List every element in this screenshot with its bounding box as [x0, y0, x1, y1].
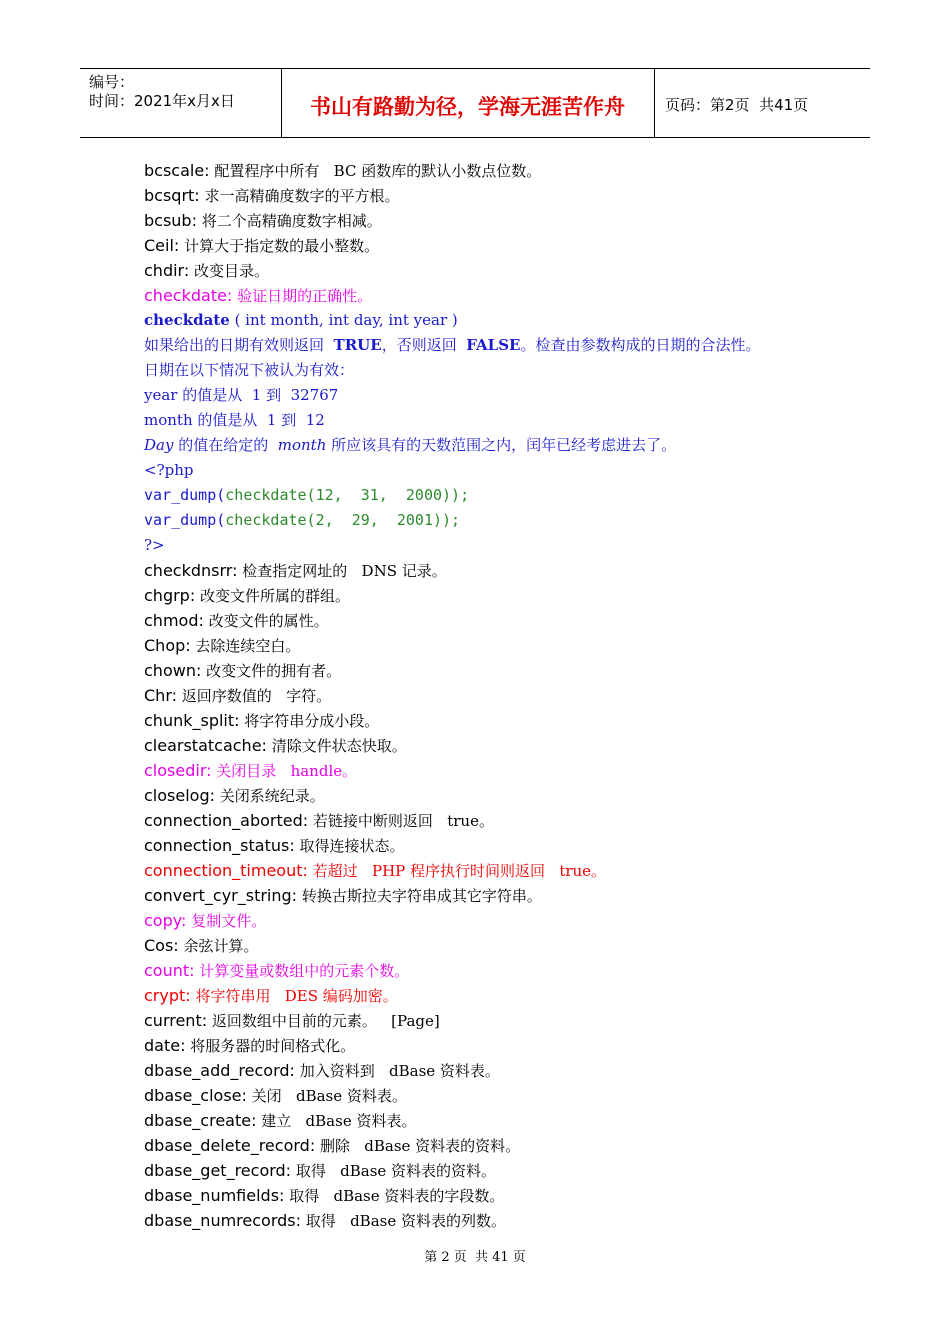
function-name: dbase_get_record:: [144, 1161, 292, 1180]
function-description: 加入资料到 dBase 资料表。: [294, 1062, 500, 1080]
function-entry: [144, 633, 864, 658]
code-call-1: checkdate(12, 31, 2000));: [225, 486, 470, 504]
checkdate-valid-intro: 日期在以下情况下被认为有效：: [144, 361, 355, 379]
function-description: 转换古斯拉夫字符串成其它字符串。: [297, 887, 542, 905]
function-entry: [144, 958, 864, 983]
page-footer: 第 2 页 共 41 页: [424, 1250, 526, 1265]
function-name: copy:: [144, 911, 187, 930]
function-description: 取得 dBase 资料表的字段数。: [284, 1187, 505, 1205]
function-entry: [144, 908, 864, 933]
function-description: 返回数组中目前的元素。 [Page]: [207, 1012, 440, 1030]
function-entry: [144, 183, 864, 208]
function-name: dbase_add_record:: [144, 1061, 295, 1080]
returns-text-post: 。检查由参数构成的日期的合法性。: [520, 336, 761, 354]
code-var-dump: var_dump(: [144, 511, 226, 529]
code-call-2: checkdate(2, 29, 2001));: [225, 511, 461, 529]
function-name: count:: [144, 961, 195, 980]
function-entry: [144, 783, 864, 808]
function-name: bcsub:: [144, 211, 197, 230]
function-entry: [144, 858, 864, 883]
function-name: connection_aborted:: [144, 811, 309, 830]
function-name: chown:: [144, 661, 202, 680]
function-entry: [144, 758, 864, 783]
checkdate-returns: [144, 333, 864, 358]
function-name: Cos:: [144, 936, 179, 955]
function-name: connection_timeout:: [144, 861, 308, 880]
function-entry: [144, 1108, 864, 1133]
document-time-label: 时间：2021年x月x日: [89, 92, 235, 110]
function-name: dbase_create:: [144, 1111, 257, 1130]
function-entry: [144, 558, 864, 583]
function-name: convert_cyr_string:: [144, 886, 298, 905]
function-description: 求一高精确度数字的平方根。: [199, 187, 400, 205]
signature-function-name: checkdate: [144, 311, 230, 329]
function-list-a: [144, 158, 864, 308]
function-entry: [144, 158, 864, 183]
function-name: Chr:: [144, 686, 177, 705]
function-name: closedir:: [144, 761, 212, 780]
function-entry: [144, 933, 864, 958]
function-description: 取得连接状态。: [294, 837, 405, 855]
function-description: 改变文件所属的群组。: [195, 587, 350, 605]
function-name: dbase_numfields:: [144, 1186, 285, 1205]
function-entry: [144, 583, 864, 608]
function-entry: [144, 683, 864, 708]
checkdate-day-rule: [144, 433, 864, 458]
day-word: Day: [144, 436, 174, 454]
function-entry: [144, 833, 864, 858]
function-entry: [144, 608, 864, 633]
page-header: [80, 68, 870, 138]
function-description: 取得 dBase 资料表的资料。: [291, 1162, 497, 1180]
function-description: 若链接中断则返回 true。: [308, 812, 494, 830]
function-entry: [144, 808, 864, 833]
function-name: chunk_split:: [144, 711, 240, 730]
function-entry: [144, 1083, 864, 1108]
function-entry: [144, 1133, 864, 1158]
code-close-tag: ?>: [144, 536, 165, 554]
code-open-tag: <?php: [144, 461, 194, 479]
function-description: 建立 dBase 资料表。: [256, 1112, 417, 1130]
function-description: 配置程序中所有 BC 函数库的默认小数点位数。: [209, 162, 542, 180]
function-name: closelog:: [144, 786, 215, 805]
function-entry: [144, 233, 864, 258]
function-name: chmod:: [144, 611, 204, 630]
function-name: Chop:: [144, 636, 191, 655]
function-description: 改变目录。: [189, 262, 270, 280]
header-page-cell: [655, 69, 870, 137]
function-description: 清除文件状态快取。: [266, 737, 407, 755]
function-description: 关闭系统纪录。: [215, 787, 325, 805]
document-number-label: 编号：: [89, 73, 135, 91]
function-description: 将字符串用 DES 编码加密。: [190, 987, 398, 1005]
returns-text-pre: 如果给出的日期有效则返回: [144, 336, 334, 354]
function-name: checkdnsrr:: [144, 561, 238, 580]
function-description: 关闭目录 handle。: [211, 762, 358, 780]
function-description: 将服务器的时间格式化。: [185, 1037, 356, 1055]
function-name: crypt:: [144, 986, 191, 1005]
function-entry: [144, 1033, 864, 1058]
returns-text-mid: ，否则返回: [381, 336, 467, 354]
function-name: dbase_close:: [144, 1086, 247, 1105]
code-line-1: [144, 483, 864, 508]
function-entry: [144, 708, 864, 733]
header-page-info: 页码：第2页 共41页: [665, 96, 809, 114]
function-description: 改变文件的属性。: [203, 612, 329, 630]
code-var-dump: var_dump(: [144, 486, 226, 504]
function-entry: [144, 1183, 864, 1208]
function-description: 验证日期的正确性。: [232, 287, 373, 305]
day-rule-text-b: 所应该具有的天数范围之内，闰年已经考虑进去了。: [326, 436, 677, 454]
function-entry: [144, 1008, 864, 1033]
returns-false-keyword: FALSE: [466, 336, 521, 354]
function-description: 删除 dBase 资料表的资料。: [315, 1137, 521, 1155]
day-rule-text-a: 的值在给定的: [173, 436, 278, 454]
function-name: dbase_numrecords:: [144, 1211, 301, 1230]
function-entry: [144, 208, 864, 233]
code-line-2: [144, 508, 864, 533]
checkdate-year-rule: year 的值是从 1 到 32767: [144, 386, 339, 404]
function-description: 将二个高精确度数字相减。: [196, 212, 382, 230]
function-name: connection_status:: [144, 836, 295, 855]
function-description: 检查指定网址的 DNS 记录。: [237, 562, 447, 580]
function-description: 计算大于指定数的最小整数。: [179, 237, 380, 255]
checkdate-month-rule: month 的值是从 1 到 12: [144, 411, 325, 429]
function-entry: [144, 258, 864, 283]
function-name: checkdate:: [144, 286, 233, 305]
function-name: bcsqrt:: [144, 186, 200, 205]
function-description: 返回序数值的 字符。: [177, 687, 332, 705]
function-entry: [144, 883, 864, 908]
function-name: dbase_delete_record:: [144, 1136, 316, 1155]
document-body: [144, 158, 864, 1233]
function-name: date:: [144, 1036, 186, 1055]
function-entry: [144, 283, 864, 308]
function-description: 取得 dBase 资料表的列数。: [301, 1212, 506, 1230]
header-meta-cell: [80, 69, 282, 137]
header-motto-cell: [281, 69, 655, 137]
header-motto: 书山有路勤为径，学海无涯苦作舟: [310, 94, 625, 119]
returns-true-keyword: TRUE: [333, 336, 382, 354]
function-description: 将字符串分成小段。: [239, 712, 380, 730]
function-entry: [144, 1208, 864, 1233]
month-word: month: [277, 436, 327, 454]
function-entry: [144, 733, 864, 758]
function-entry: [144, 983, 864, 1008]
function-name: current:: [144, 1011, 208, 1030]
function-name: chgrp:: [144, 586, 196, 605]
signature-args: ( int month, int day, int year ): [229, 311, 458, 329]
function-entry: [144, 1058, 864, 1083]
checkdate-signature: [144, 308, 864, 333]
function-name: clearstatcache:: [144, 736, 267, 755]
function-name: chdir:: [144, 261, 190, 280]
function-description: 关闭 dBase 资料表。: [246, 1087, 407, 1105]
function-description: 余弦计算。: [178, 937, 259, 955]
function-description: 计算变量或数组中的元素个数。: [194, 962, 410, 980]
function-entry: [144, 1158, 864, 1183]
function-name: bcscale:: [144, 161, 210, 180]
function-name: Ceil:: [144, 236, 180, 255]
function-description: 去除连续空白。: [190, 637, 301, 655]
function-description: 改变文件的拥有者。: [201, 662, 342, 680]
function-description: 复制文件。: [186, 912, 267, 930]
function-entry: [144, 658, 864, 683]
function-list-b: [144, 558, 864, 1233]
function-description: 若超过 PHP 程序执行时间则返回 true。: [307, 862, 607, 880]
